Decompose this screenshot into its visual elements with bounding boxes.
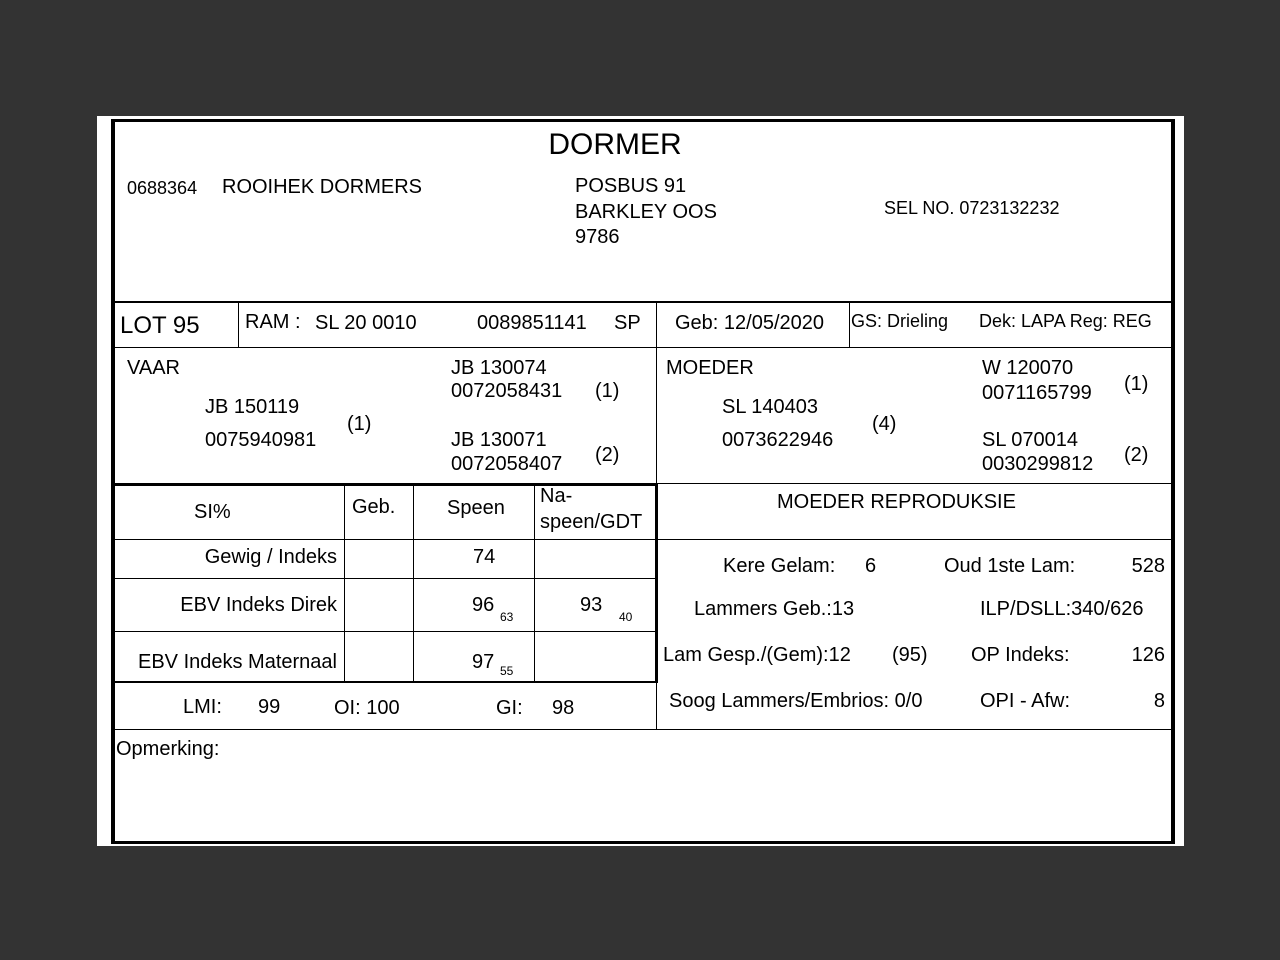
address-line1: POSBUS 91 [575,175,687,197]
row-label-ebv-direk: EBV Indeks Direk [180,594,337,616]
row-label-gewig: Gewig / Indeks [204,546,337,568]
sire-id: JB 150119 [205,396,300,418]
oud-1ste-lam-label: Oud 1ste Lam: [944,555,1076,577]
dam-dam-reg: 0030299812 [982,453,1094,475]
sel-number: SEL NO. 0723132232 [884,198,1060,218]
breed-title: DORMER [548,128,682,161]
border-left [111,119,115,844]
rule-si-col1 [344,485,345,682]
gi-value: 98 [552,697,575,719]
rule-si-bottom [113,681,658,683]
border-top [111,119,1175,122]
gi-label: GI: [496,697,523,719]
birth-status: GS: Drieling [851,311,949,331]
ebv-direk-speen-accuracy: 63 [500,610,514,624]
mating-registration: Dek: LAPA Reg: REG [979,311,1152,331]
ebv-direk-speen: 96 [472,594,495,616]
sire-dam-count: (2) [595,444,620,466]
row-label-ebv-maternaal: EBV Indeks Maternaal [138,651,337,673]
dam-reg: 0073622946 [722,429,834,451]
dam-dam-count: (2) [1124,444,1149,466]
border-right [1171,119,1175,844]
sire-label: VAAR [127,357,180,379]
breeder-id: 0688364 [127,178,198,198]
ebv-direk-naspeen-accuracy: 40 [619,610,633,624]
naspeen-header-line2: speen/GDT [540,511,643,533]
ram-reg: 0089851141 [477,312,587,334]
sire-sire-reg: 0072058431 [451,380,563,402]
dam-sire-reg: 0071165799 [982,382,1092,404]
ram-class: SP [614,312,641,334]
ebv-direk-naspeen: 93 [580,594,603,616]
address-line3: 9786 [575,226,620,248]
lot-number: LOT 95 [120,312,200,339]
ram-id: SL 20 0010 [315,312,417,334]
lam-gespeen: Lam Gesp./(Gem):12 [663,644,851,666]
ram-label: RAM : [245,311,301,333]
rule-si-header [113,539,1173,540]
op-indeks-value: 126 [1131,644,1165,666]
rule-si-col2 [413,485,414,682]
sire-count: (1) [347,413,372,435]
kere-gelam-value: 6 [865,555,877,577]
rule-indexes-bottom [113,729,1173,730]
lmi-label: LMI: [183,696,222,718]
rule-si-row1 [113,578,658,579]
naspeen-header-line1: Na- [540,485,573,507]
dam-sire-count: (1) [1124,373,1149,395]
cropped-red-text [160,838,1120,846]
sire-reg: 0075940981 [205,429,317,451]
rule-header-bottom [113,301,1173,303]
remarks-label: Opmerking: [116,738,220,760]
dam-label: MOEDER [666,357,754,379]
ebv-maternaal-speen: 97 [472,651,495,673]
dam-sire-id: W 120070 [982,357,1074,379]
dam-count: (4) [872,413,897,435]
op-indeks-label: OP Indeks: [971,644,1070,666]
sire-sire-id: JB 130074 [451,357,547,379]
opi-afw-value: 8 [1153,690,1165,712]
speen-header: Speen [447,497,505,519]
sire-dam-reg: 0072058407 [451,453,563,475]
ilp-dsll: ILP/DSLL:340/626 [980,598,1144,620]
si-header: SI% [194,501,231,523]
lam-gespeen-gem: (95) [892,644,928,666]
ebv-maternaal-speen-accuracy: 55 [500,664,514,678]
lmi-value: 99 [258,696,281,718]
rule-lot-bottom [113,347,1173,348]
soog-lammers: Soog Lammers/Embrios: 0/0 [669,690,923,712]
address-line2: BARKLEY OOS [575,201,717,223]
rule-geb-divider [849,302,850,348]
rule-lot-divider [238,302,239,348]
geb-header: Geb. [352,496,396,518]
cropped-red-text-marks [160,843,1120,846]
dam-id: SL 140403 [722,396,819,418]
lot-card [97,116,1184,846]
gewig-speen: 74 [473,546,496,568]
oi-value: OI: 100 [334,697,400,719]
birth-date: Geb: 12/05/2020 [675,312,825,334]
sire-dam-id: JB 130071 [451,429,547,451]
oud-1ste-lam-value: 528 [1131,555,1165,577]
kere-gelam-label: Kere Gelam: [723,555,836,577]
rule-si-col3 [534,485,535,682]
rule-si-right-thick [655,484,658,683]
rule-si-row2 [113,631,658,632]
dam-dam-id: SL 070014 [982,429,1079,451]
opi-afw-label: OPI - Afw: [980,690,1071,712]
lammers-geb: Lammers Geb.:13 [694,598,855,620]
rule-si-left-top [113,484,658,486]
sire-sire-count: (1) [595,380,620,402]
breeder-name: ROOIHEK DORMERS [222,176,423,198]
repro-title: MOEDER REPRODUKSIE [777,491,1016,513]
